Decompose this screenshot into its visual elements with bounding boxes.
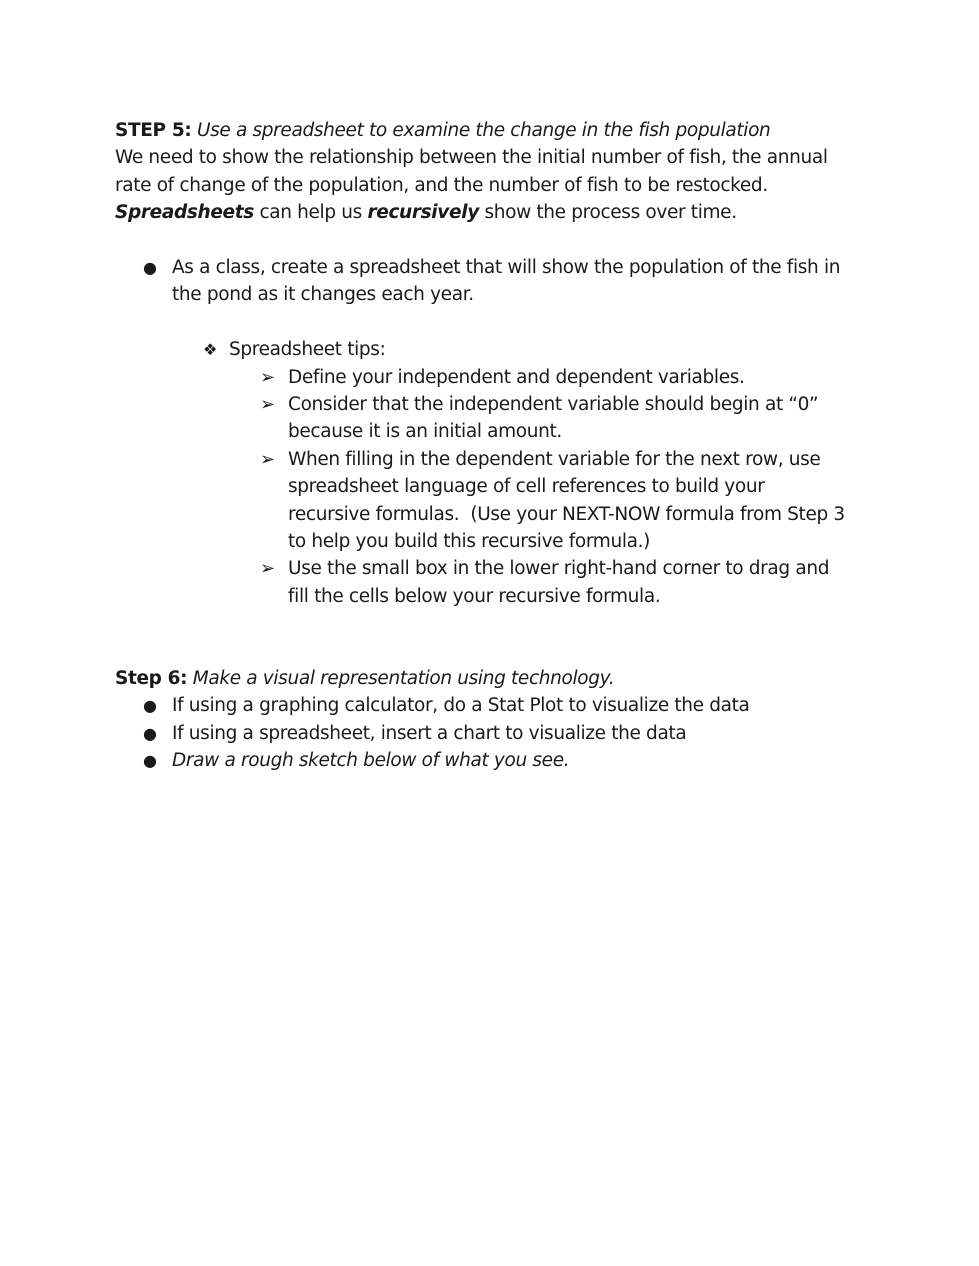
list-item xyxy=(115,720,865,747)
tips-label: Spreadsheet tips: xyxy=(229,339,386,361)
list-item xyxy=(115,747,865,774)
tip-text: When filling in the dependent variable for the next row, use xyxy=(288,448,821,470)
tip-text: Define your independent and dependent variables. xyxy=(288,366,745,388)
tip-text: Consider that the independent variable should begin at “0” xyxy=(288,394,819,416)
tip-text: recursive formulas. (Use your NEXT-NOW formula from Step 3 xyxy=(288,503,845,525)
document-page xyxy=(115,117,865,775)
arrow-bullet-icon: ➢ xyxy=(260,558,275,580)
bullet-icon: ● xyxy=(143,696,157,716)
paragraph-text: can help us xyxy=(259,202,362,224)
bullet-icon: ● xyxy=(143,258,157,278)
tip-text: to help you build this recursive formula.) xyxy=(288,531,651,553)
step6-title: Make a visual representation using technology. xyxy=(192,668,615,690)
tip-item xyxy=(115,446,865,556)
step5-title: Use a spreadsheet to examine the change in the fish population xyxy=(196,120,771,141)
tip-text: fill the cells below your recursive formula. xyxy=(288,585,661,607)
term-recursively: recursively xyxy=(367,202,479,224)
step5-paragraph-line: rate of change of the population, and the number of fish to be restocked. xyxy=(115,174,768,196)
tip-item xyxy=(115,364,865,391)
list-item-text: Draw a rough sketch below of what you see. xyxy=(172,750,570,772)
list-item-text: As a class, create a spreadsheet that will show the population of the fish in xyxy=(172,257,841,279)
list-item-text: the pond as it changes each year. xyxy=(172,284,474,306)
tip-item xyxy=(115,391,865,446)
step5-paragraph-line xyxy=(115,199,865,226)
step6-heading xyxy=(115,665,865,692)
step5-heading xyxy=(115,117,865,144)
term-spreadsheets: Spreadsheets xyxy=(115,202,254,224)
tip-text: because it is an initial amount. xyxy=(288,421,562,443)
list-item xyxy=(115,254,865,309)
bullet-icon: ● xyxy=(143,723,157,743)
step5-label: STEP 5: xyxy=(115,120,192,141)
bullet-icon: ● xyxy=(143,751,157,771)
tip-text: spreadsheet language of cell references to build your xyxy=(288,476,765,498)
paragraph-text: show the process over time. xyxy=(484,202,737,224)
tip-item xyxy=(115,555,865,610)
list-item-text: If using a spreadsheet, insert a chart to visualize the data xyxy=(172,722,687,744)
arrow-bullet-icon: ➢ xyxy=(260,394,275,416)
arrow-bullet-icon: ➢ xyxy=(260,448,275,470)
diamond-bullet-icon: ❖ xyxy=(203,340,217,360)
list-item xyxy=(115,692,865,719)
list-item-text: If using a graphing calculator, do a Stat Plot to visualize the data xyxy=(172,695,750,717)
tips-heading xyxy=(115,336,865,363)
step5-paragraph-line: We need to show the relationship between the initial number of fish, the annual xyxy=(115,147,828,169)
tip-text: Use the small box in the lower right-hand corner to drag and xyxy=(288,558,830,580)
step6-label: Step 6: xyxy=(115,668,188,690)
arrow-bullet-icon: ➢ xyxy=(260,366,275,388)
